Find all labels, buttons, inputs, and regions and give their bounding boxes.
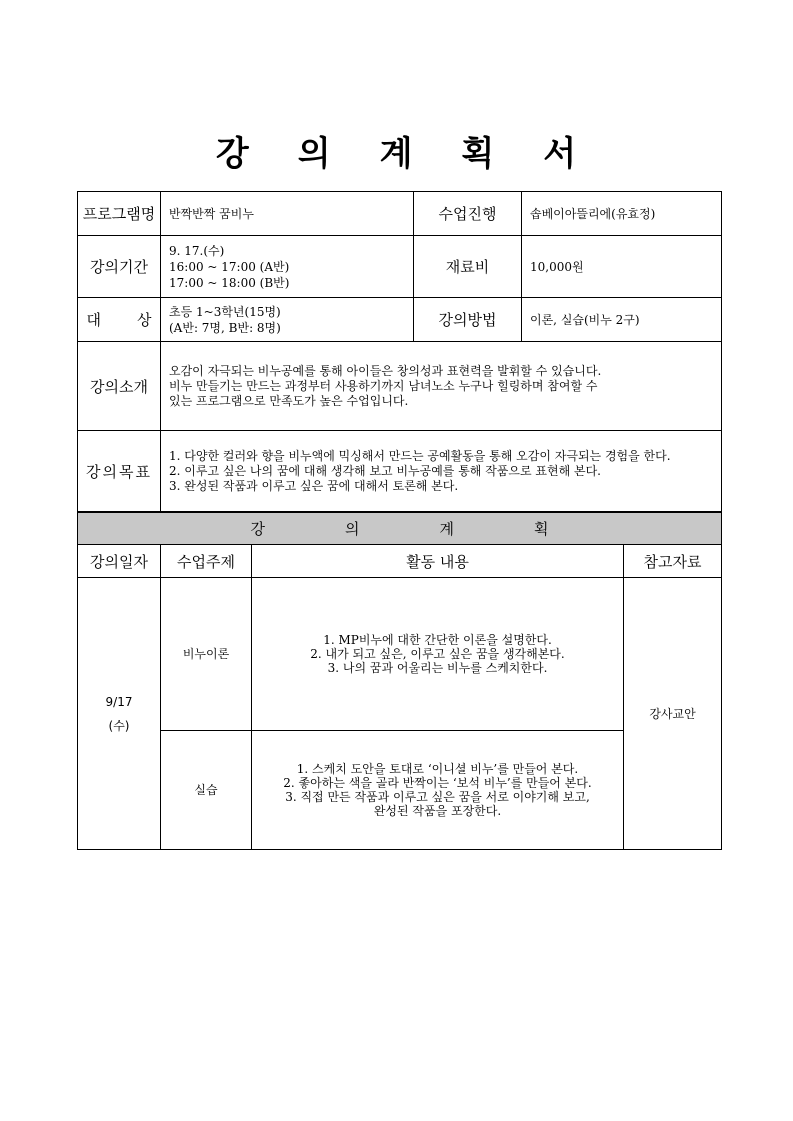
intro-line: 오감이 자극되는 비누공예를 통해 아이들은 창의성과 표현력을 발휘할 수 있습니다. [169, 363, 602, 378]
activity-line: 3. 나의 꿈과 어울리는 비누를 스케치한다. [327, 661, 548, 675]
page-title [0, 126, 793, 175]
goal-line: 3. 완성된 작품과 이루고 싶은 꿈에 대해서 토론해 본다. [169, 478, 459, 493]
period-line: 9. 17.(수) [169, 243, 225, 258]
section-char: 의 [345, 520, 360, 538]
material-value: 10,000원 [522, 236, 722, 298]
section-title [78, 513, 722, 545]
info-table [77, 191, 722, 512]
period-line: 16:00 ~ 17:00 (A반) [169, 259, 290, 274]
title-char: 강 [215, 134, 250, 174]
date-weekday: (수) [108, 718, 130, 733]
topic-theory: 비누이론 [161, 578, 252, 731]
reference-value: 강사교안 [624, 578, 722, 850]
method-label: 강의방법 [414, 298, 522, 342]
period-line: 17:00 ~ 18:00 (B반) [169, 275, 290, 290]
title-char: 의 [297, 134, 332, 174]
method-value: 이론, 실습(비누 2구) [522, 298, 722, 342]
section-char: 계 [439, 520, 454, 538]
topic-practice: 실습 [161, 731, 252, 850]
material-label: 재료비 [414, 236, 522, 298]
target-label-part: 대 [86, 311, 101, 329]
activity-line: 완성된 작품을 포장한다. [373, 804, 502, 818]
target-line: 초등 1~3학년(15명) [169, 304, 281, 319]
goal-line: 1. 다양한 컬러와 향을 비누액에 믹싱해서 만드는 공예활동을 통해 오감이 자극되는 경험을 한다. [169, 448, 671, 463]
period-label: 강의기간 [78, 236, 161, 298]
header-date: 강의일자 [78, 545, 161, 578]
activity-line: 2. 좋아하는 색을 골라 반짝이는 ‘보석 비누’를 만들어 본다. [283, 776, 592, 790]
title-char: 계 [379, 134, 414, 174]
header-topic: 수업주제 [161, 545, 252, 578]
title-char: 획 [461, 134, 496, 174]
section-char: 획 [534, 520, 549, 538]
goal-line: 2. 이루고 싶은 나의 꿈에 대해 생각해 보고 비누공예를 통해 작품으로 표현해 본다. [169, 463, 601, 478]
progress-label: 수업진행 [414, 192, 522, 236]
target-label [78, 298, 161, 342]
title-char: 서 [543, 134, 578, 174]
section-char: 강 [250, 520, 265, 538]
period-value [161, 236, 414, 298]
activity-line: 2. 내가 되고 싶은, 이루고 싶은 꿈을 생각해본다. [310, 647, 565, 661]
progress-value: 솝베이아뜰리에(유효정) [522, 192, 722, 236]
intro-text [161, 342, 722, 431]
program-value: 반짝반짝 꿈비누 [161, 192, 414, 236]
target-label-part: 상 [137, 311, 152, 329]
activity-theory [252, 578, 624, 731]
lecture-date [78, 578, 161, 850]
intro-line: 있는 프로그램으로 만족도가 높은 수업입니다. [169, 393, 409, 408]
goal-label: 강의목표 [78, 431, 161, 512]
program-label: 프로그램명 [78, 192, 161, 236]
plan-table [77, 512, 722, 850]
intro-line: 비누 만들기는 만드는 과정부터 사용하기까지 남녀노소 누구나 힐링하며 참여할 수 [169, 378, 598, 393]
target-line: (A반: 7명, B반: 8명) [169, 320, 281, 335]
activity-line: 1. 스케치 도안을 토대로 ‘이니셜 비누’를 만들어 본다. [296, 762, 579, 776]
intro-label: 강의소개 [78, 342, 161, 431]
goal-text [161, 431, 722, 512]
activity-practice [252, 731, 624, 850]
header-activity: 활동 내용 [252, 545, 624, 578]
date-line: 9/17 [105, 694, 133, 709]
activity-line: 1. MP비누에 대한 간단한 이론을 설명한다. [323, 633, 552, 647]
header-reference: 참고자료 [624, 545, 722, 578]
target-value [161, 298, 414, 342]
activity-line: 3. 직접 만든 작품과 이루고 싶은 꿈을 서로 이야기해 보고, [285, 790, 590, 804]
